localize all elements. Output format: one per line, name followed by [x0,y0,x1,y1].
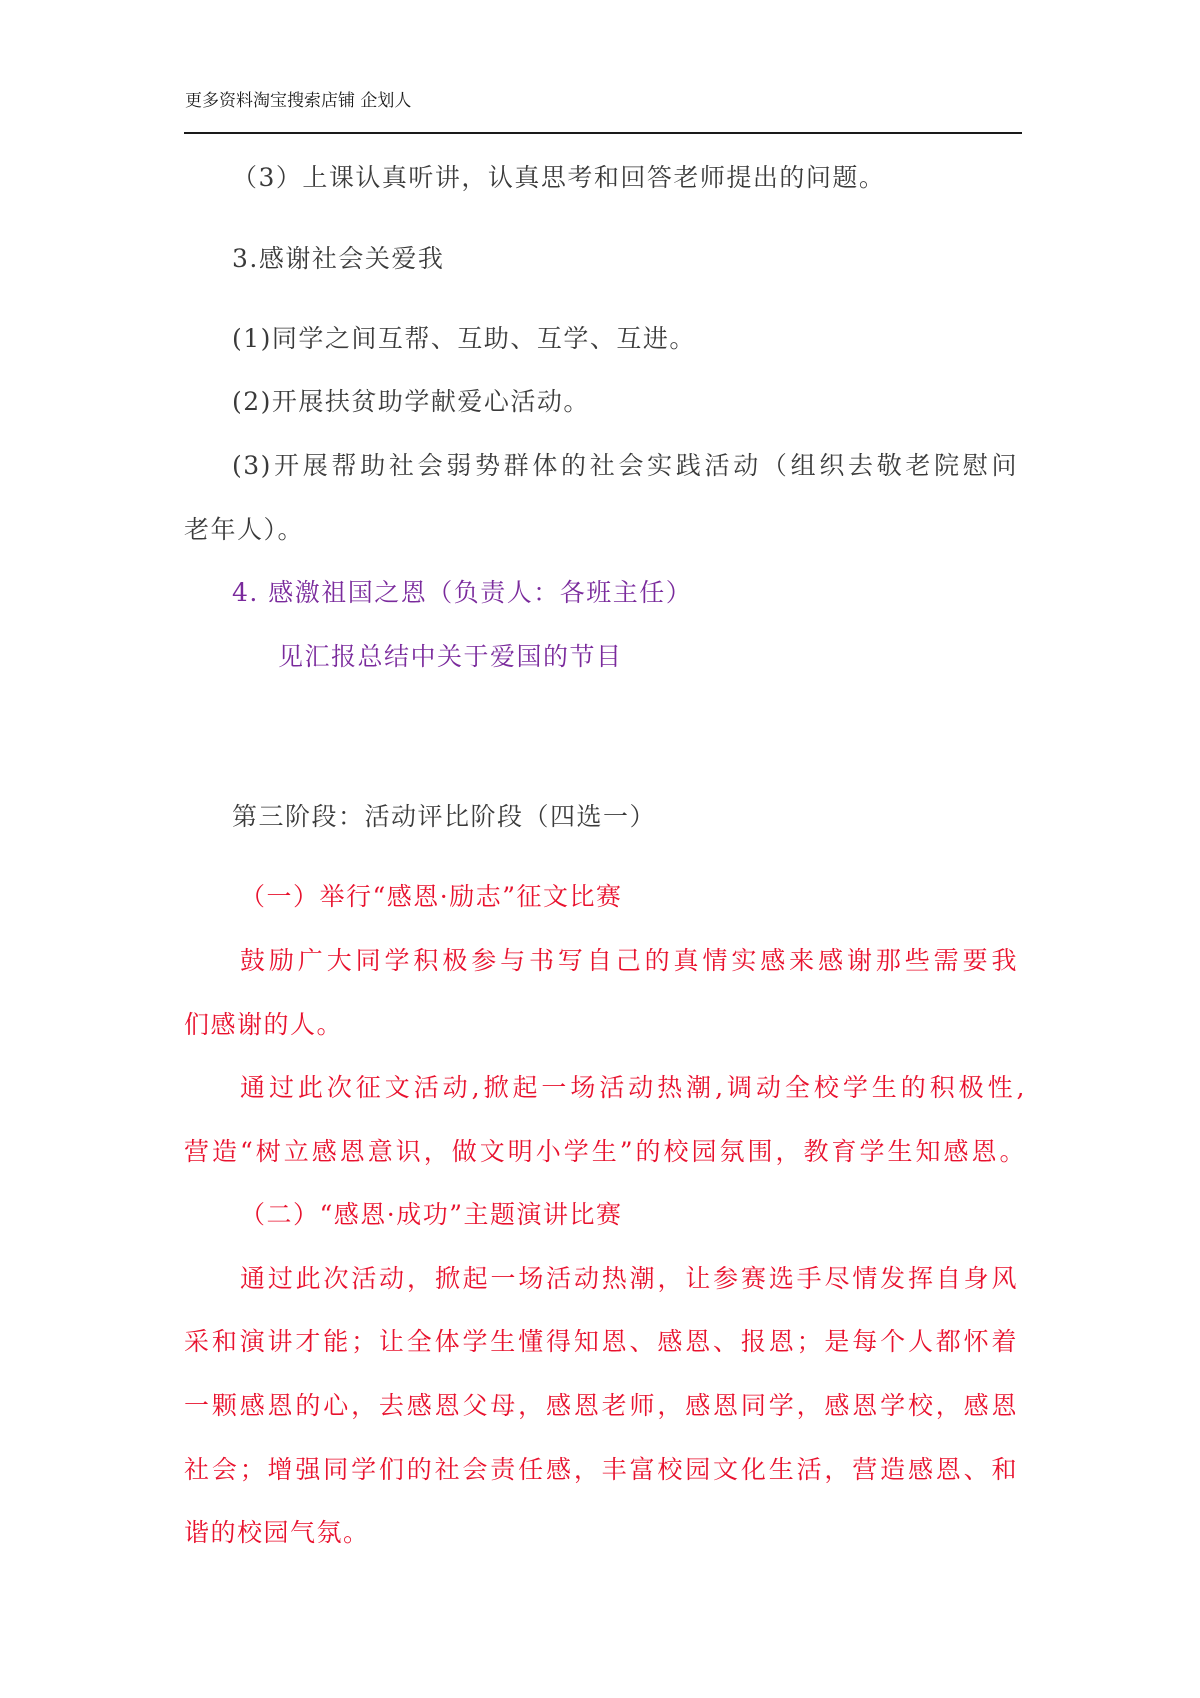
subheading-essay-contest: （一）举行“感恩·励志”征文比赛 [240,882,623,911]
paragraph-3-line-4: 社会；增强同学们的社会责任感，丰富校园文化生活，营造感恩、和 [184,1455,1018,1484]
section-4-note: 见汇报总结中关于爱国的节目 [278,642,623,671]
subheading-speech-contest: （二）“感恩·成功”主题演讲比赛 [240,1200,623,1229]
section-heading-3: 3.感谢社会关爱我 [232,244,445,273]
paragraph-3-line-2: 采和演讲才能；让全体学生懂得知恩、感恩、报恩；是每个人都怀着 [184,1327,1018,1356]
paragraph-3-line-5: 谐的校园气氛。 [184,1518,370,1547]
page-header: 更多资料淘宝搜索店铺 企划人 [185,91,412,111]
stage-three-heading: 第三阶段：活动评比阶段（四选一） [232,802,657,831]
paragraph-2-line-1: 通过此次征文活动,掀起一场活动热潮,调动全校学生的积极性, [240,1073,1026,1102]
paragraph-1-line-2: 们感谢的人。 [184,1010,344,1039]
list-item-3-cont: 老年人）。 [184,515,305,544]
paragraph-3-line-3: 一颗感恩的心，去感恩父母，感恩老师，感恩同学，感恩学校，感恩 [184,1391,1018,1420]
section-heading-4: 4. 感激祖国之恩（负责人：各班主任） [232,578,693,607]
paragraph-2-line-2: 营造“树立感恩意识，做文明小学生”的校园氛围，教育学生知感恩。 [184,1137,1026,1166]
header-divider [184,132,1022,134]
list-item-1: (1)同学之间互帮、互助、互学、互进。 [232,324,696,353]
list-item-3: (3)开展帮助社会弱势群体的社会实践活动（组织去敬老院慰问 [232,451,1018,480]
paragraph-1-line-1: 鼓励广大同学积极参与书写自己的真情实感来感谢那些需要我 [240,946,1018,975]
body-line-1: （3）上课认真听讲，认真思考和回答老师提出的问题。 [232,163,886,192]
list-item-2: (2)开展扶贫助学献爱心活动。 [232,387,590,416]
paragraph-3-line-1: 通过此次活动，掀起一场活动热潮，让参赛选手尽情发挥自身风 [240,1264,1018,1293]
